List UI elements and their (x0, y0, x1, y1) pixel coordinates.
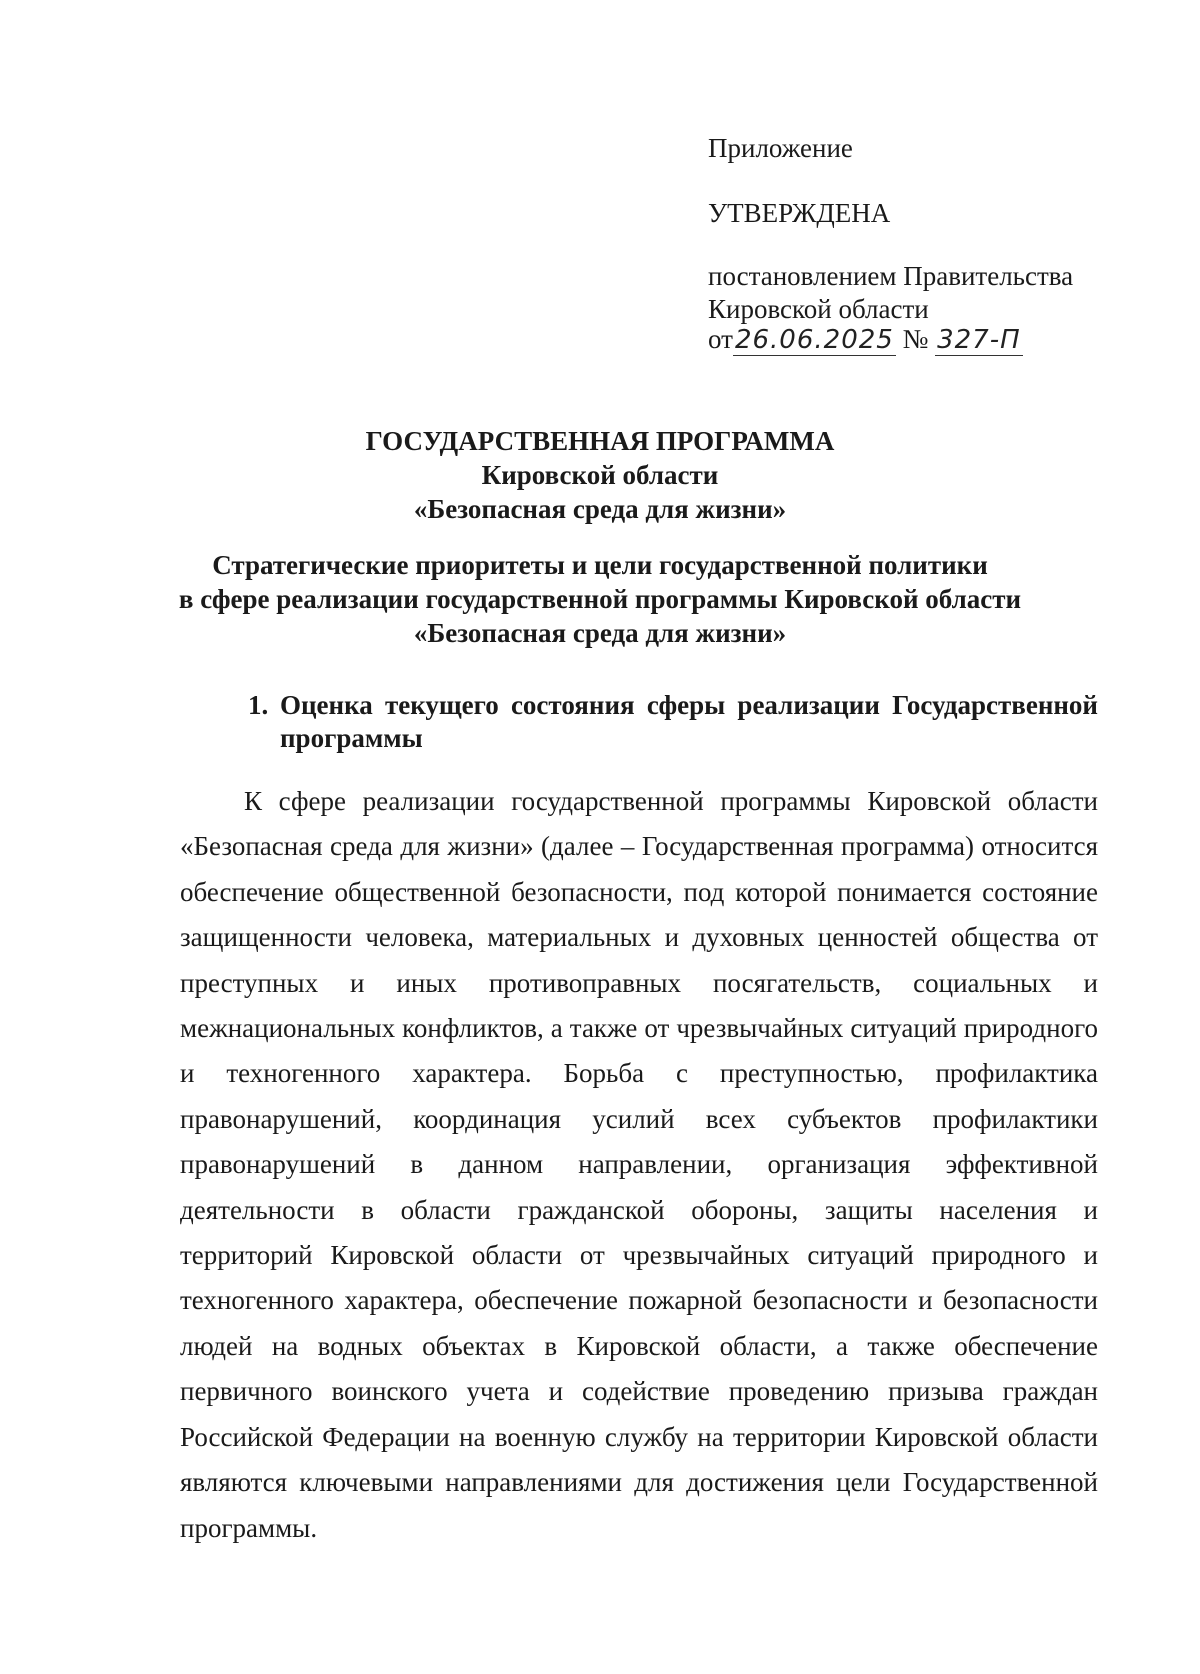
program-subtitle-line-1: Стратегические приоритеты и цели государственной политики (212, 550, 988, 580)
approved-label: УТВЕРЖДЕНА (708, 198, 891, 228)
appendix-label: Приложение (708, 133, 853, 163)
section-number: 1. (248, 690, 269, 720)
number-prefix: № (902, 324, 929, 354)
handwritten-date: 26.06.2025 (734, 325, 894, 355)
program-title-line-2: Кировской области (481, 460, 719, 490)
decree-date-number-line (708, 323, 1023, 357)
program-subtitle-line-2: в сфере реализации государственной программы Кировской области (178, 584, 1022, 614)
decree-line-2: Кировской области (708, 294, 929, 324)
handwritten-number: 327-П (937, 325, 1021, 355)
program-title (0, 424, 1200, 526)
date-prefix: от (708, 324, 733, 354)
program-title-line-3: «Безопасная среда для жизни» (413, 494, 787, 524)
decree-line-1: постановлением Правительства (708, 261, 1074, 291)
section-heading-text: Оценка текущего состояния сферы реализации Государственной программы (280, 690, 1098, 753)
program-subtitle (0, 548, 1200, 650)
program-title-line-1: ГОСУДАРСТВЕННАЯ ПРОГРАММА (365, 426, 835, 456)
program-subtitle-line-3: «Безопасная среда для жизни» (413, 618, 787, 648)
body-paragraph: К сфере реализации государственной программы Кировской области «Безопасная среда для жизни» (далее – Государственная программа) относится обеспечение общественной безопасности, под которой понимается состояние защищенности человека, материальных и духовных ценностей общества от преступных и иных противоправных посягательств, социальных и межнациональных конфликтов, а также от чрезвычайных ситуаций природного и техногенного характера. Борьба с преступностью, профилактика правонарушений, координация усилий всех субъектов профилактики правонарушений в данном направлении, организация эффективной деятельности в области гражданской обороны, защиты населения и территорий Кировской области от чрезвычайных ситуаций природного и техногенного характера, обеспечение пожарной безопасности и безопасности людей на водных объектах в Кировской области, а также обеспечение первичного воинского учета и содействие проведению призыва граждан Российской Федерации на военную службу на территории Кировской области являются ключевыми направлениями для достижения цели Государственной программы. (180, 786, 1098, 1543)
